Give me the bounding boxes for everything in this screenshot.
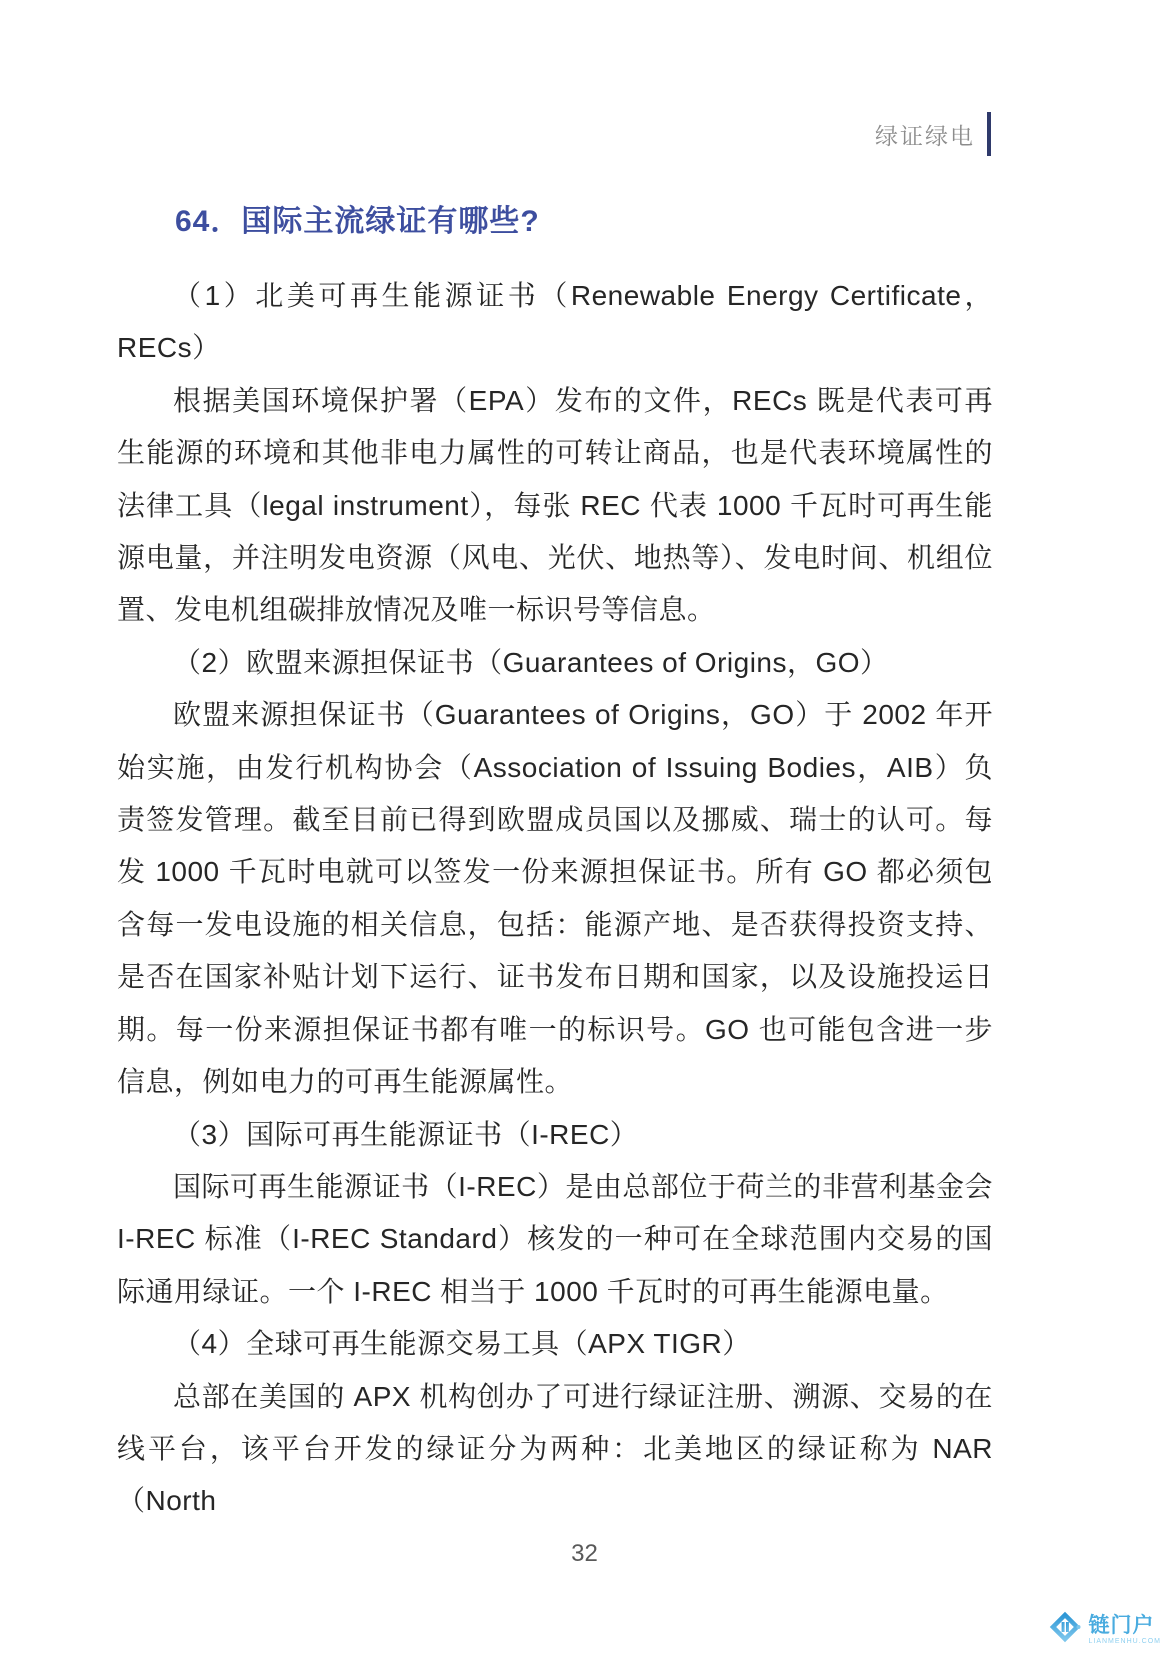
running-header-label: 绿证绿电 xyxy=(875,122,975,149)
page-number: 32 xyxy=(571,1540,598,1567)
watermark-domain: LIANMENHU.COM xyxy=(1088,1637,1161,1645)
header-accent-bar xyxy=(987,112,991,156)
paragraph: （4）全球可再生能源交易工具（APX TIGR） xyxy=(173,1328,751,1360)
diamond-logo-icon xyxy=(1048,1610,1082,1649)
paragraph: 总部在美国的 APX 机构创办了可进行绿证注册、溯源、交易的在线平台，该平台开发的绿证分为两种：北美地区的绿证称为 NAR（North xyxy=(117,1380,993,1517)
paragraph: 欧盟来源担保证书（Guarantees of Origins，GO）于 2002 年开始实施，由发行机构协会（Association of Issuing Bodies，AIB）负责签发管理。截至目前已得到欧盟成员国以及挪威、瑞士的认可。每发 1000 千瓦时电就可以签发一份来源担保证书。所有 GO 都必须包含每一发电设施的相关信息，包括：能源产地、是否获得投资支持、是否在国家补贴计划下运行、证书发布日期和国家，以及设施投运日期。每一份来源担保证书都有唯一的标识号。GO 也可能包含进一步信息，例如电力的可再生能源属性。 xyxy=(117,699,993,1098)
paragraph: （2）欧盟来源担保证书（Guarantees of Origins，GO） xyxy=(173,646,889,678)
body-text xyxy=(117,270,993,1528)
paragraph: 国际可再生能源证书（I-REC）是由总部位于荷兰的非营利基金会 I-REC 标准（I-REC Standard）核发的一种可在全球范围内交易的国际通用绿证。一个 I-REC 相当于 1000 千瓦时的可再生能源电量。 xyxy=(117,1170,993,1307)
section-title: 64．国际主流绿证有哪些? xyxy=(175,205,540,238)
page-content xyxy=(117,196,993,1528)
watermark-logo xyxy=(1048,1610,1161,1649)
watermark-text xyxy=(1088,1615,1161,1645)
running-header xyxy=(0,112,991,156)
paragraph: （1）北美可再生能源证书（Renewable Energy Certificate，RECs） xyxy=(117,280,993,364)
watermark-brand: 链门户 xyxy=(1088,1613,1155,1637)
paragraph: （3）国际可再生能源证书（I-REC） xyxy=(173,1118,639,1150)
paragraph: 根据美国环境保护署（EPA）发布的文件，RECs 既是代表可再生能源的环境和其他非电力属性的可转让商品，也是代表环境属性的法律工具（legal instrument），每张 REC 代表 1000 千瓦时可再生能源电量，并注明发电资源（风电、光伏、地热等）、发电时间、机组位置、发电机组碳排放情况及唯一标识号等信息。 xyxy=(117,384,993,626)
